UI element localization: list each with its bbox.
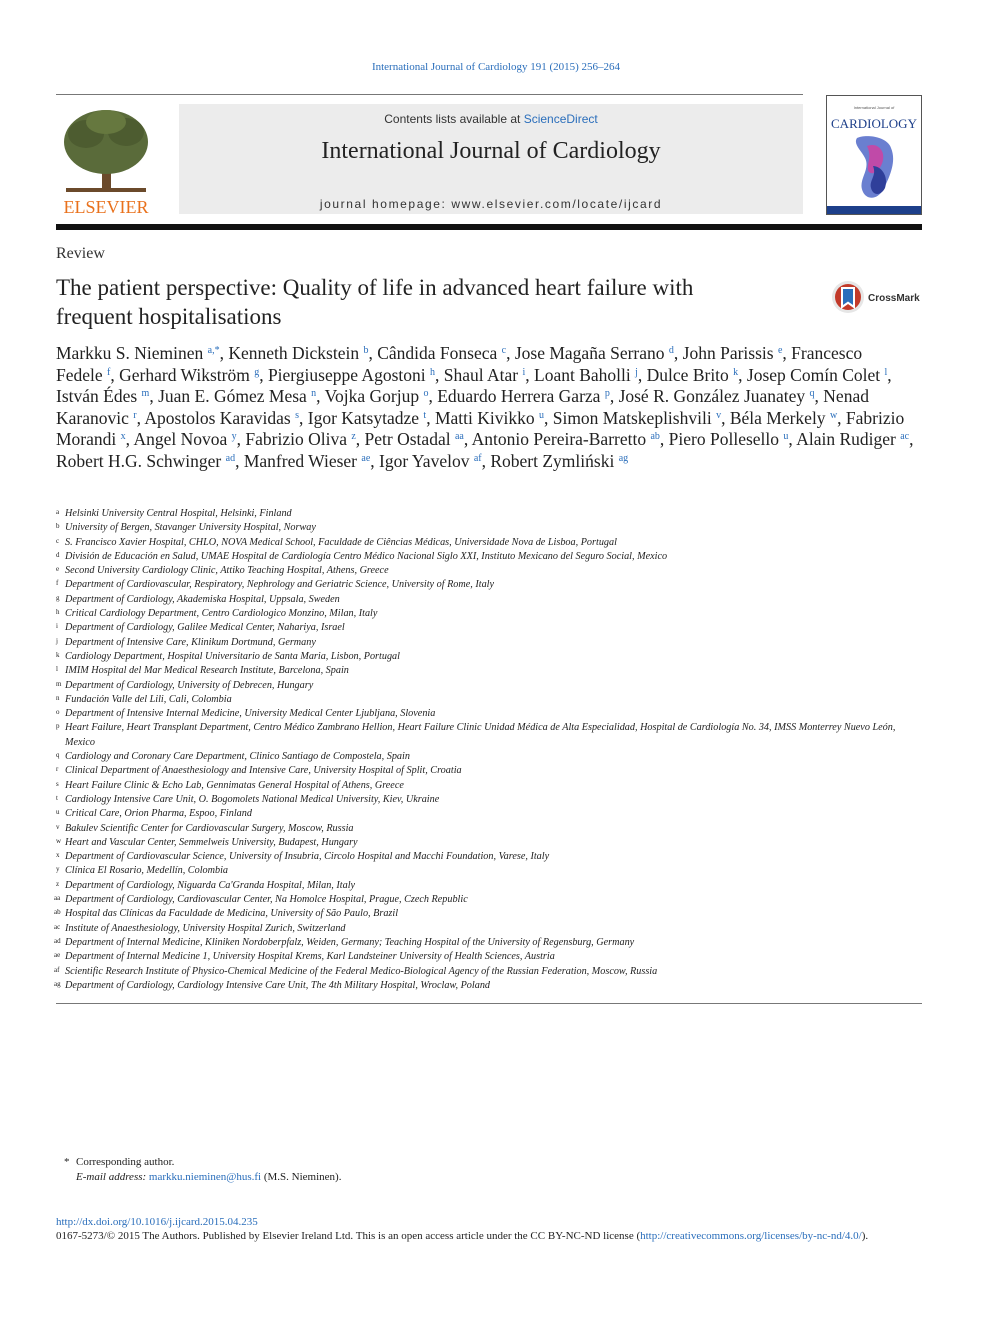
author-affiliation-ref[interactable]: i	[522, 366, 526, 378]
affiliation-item	[56, 536, 922, 550]
author-name: Alain Rudiger	[796, 429, 896, 450]
affiliation-key: k	[56, 650, 60, 659]
affiliation-item	[56, 922, 922, 936]
affiliation-key: g	[56, 593, 60, 602]
author	[472, 429, 660, 449]
affiliation-key: h	[56, 608, 60, 617]
email-line	[76, 1170, 341, 1185]
author-affiliation-ref[interactable]: m	[141, 388, 150, 400]
header-rule	[56, 94, 803, 95]
affiliation-text: Cardiology Department, Hospital Universitario de Santa Maria, Lisbon, Portugal	[65, 650, 400, 662]
affiliation-key: l	[56, 665, 58, 674]
author-affiliation-ref[interactable]: j	[635, 366, 638, 378]
affiliation-text: Department of Cardiovascular, Respiratory, Nephrology and Geriatric Science, University of Rome, Italy	[65, 579, 495, 591]
author-name: Piergiuseppe Agostoni	[267, 364, 426, 385]
affiliation-text: IMIM Hospital del Mar Medical Research Institute, Barcelona, Spain	[65, 665, 349, 677]
crossmark-label: CrossMark	[868, 293, 920, 304]
affiliation-item	[56, 850, 922, 864]
affiliation-text: Bakulev Scientific Center for Cardiovascular Surgery, Moscow, Russia	[65, 822, 354, 834]
author-name: Manfred Wieser	[243, 450, 358, 471]
journal-banner	[179, 104, 803, 214]
author-affiliation-ref[interactable]: q	[809, 388, 815, 400]
author-affiliation-ref[interactable]: o	[423, 388, 429, 400]
affiliation-key: j	[56, 636, 58, 645]
affiliation-text: Critical Care, Orion Pharma, Espoo, Finland	[65, 808, 252, 820]
author-affiliation-ref[interactable]: h	[429, 366, 435, 378]
affiliation-key: o	[56, 708, 60, 717]
affiliation-text: Clínica El Rosario, Medellín, Colombia	[65, 865, 228, 877]
affiliation-text: Scientific Research Institute of Physico-Chemical Medicine of the Federal Medico-Biological Agency of the Russian Federation, Moscow, Russia	[65, 965, 658, 977]
author-affiliation-ref[interactable]: l	[884, 366, 888, 378]
affiliation-item	[56, 893, 922, 907]
affiliation-text: Department of Cardiology, University of Debrecen, Hungary	[65, 679, 314, 691]
author-name: José R. González Juanatey	[618, 386, 806, 407]
author-affiliation-ref[interactable]: z	[351, 431, 356, 443]
author-affiliation-ref[interactable]: g	[254, 366, 260, 378]
affiliation-text: Department of Cardiology, Akademiska Hospital, Uppsala, Sweden	[65, 593, 340, 605]
affiliation-key: af	[54, 965, 60, 974]
affiliation-item	[56, 593, 922, 607]
affiliation-text: Cardiology Intensive Care Unit, O. Bogomolets National Medical University, Kiev, Ukraine	[65, 793, 440, 805]
affiliation-item	[56, 807, 922, 821]
author-name: Béla Merkely	[729, 407, 826, 428]
affiliation-text: Clinical Department of Anaesthesiology and Intensive Care, University Hospital of Split, Croatia	[65, 765, 462, 777]
author-affiliation-ref[interactable]: y	[231, 431, 237, 443]
author-name: Cândida Fonseca	[377, 343, 498, 363]
author	[534, 365, 638, 385]
affiliation-key: f	[56, 579, 59, 588]
author-affiliation-ref[interactable]: a,*	[207, 345, 220, 356]
affiliation-key: ab	[54, 908, 61, 917]
author-name: Jose Magaña Serrano	[514, 343, 665, 363]
author-affiliation-ref[interactable]: e	[777, 345, 783, 356]
elsevier-tree-logo	[56, 104, 156, 216]
author	[325, 386, 429, 406]
author-name: Igor Katsytadze	[307, 407, 420, 428]
affiliation-key: x	[56, 851, 60, 860]
affiliation-key: ae	[54, 951, 61, 960]
affiliation-key: p	[56, 722, 60, 731]
author	[683, 343, 783, 363]
affiliation-key: e	[56, 565, 60, 574]
author-affiliation-ref[interactable]: ac	[900, 431, 910, 443]
cover-title: CARDIOLOGY	[831, 116, 917, 131]
affiliation-text: Department of Cardiology, Cardiovascular Center, Na Homolce Hospital, Prague, Czech Republic	[65, 894, 468, 906]
cover-subtitle: International Journal of	[853, 105, 895, 110]
author-affiliation-ref[interactable]: ag	[618, 452, 629, 464]
affiliation-item	[56, 636, 922, 650]
affiliation-text: Department of Cardiology, Galilee Medical Center, Nahariya, Israel	[65, 622, 345, 634]
author-name: Vojka Gorjup	[324, 386, 420, 407]
author-name: Robert H.G. Schwinger	[56, 450, 222, 471]
author-affiliation-ref[interactable]: v	[716, 409, 722, 421]
affiliation-key: aa	[54, 894, 61, 903]
affiliation-text: Heart and Vascular Center, Semmelweis University, Budapest, Hungary	[65, 836, 358, 848]
affiliation-item	[56, 965, 922, 979]
affiliation-text: Department of Internal Medicine, Kliniken Nordoberpfalz, Weiden, Germany; Teaching Hospital of the University of Regensburg, Germany	[65, 936, 635, 948]
affiliation-text: Critical Cardiology Department, Centro Cardiologico Monzino, Milan, Italy	[65, 608, 378, 620]
author-name: Eduardo Herrera Garza	[437, 386, 601, 407]
affiliation-key: a	[56, 508, 60, 516]
affiliation-key: ag	[54, 979, 61, 988]
contents-availability	[179, 112, 803, 126]
affiliation-key: m	[56, 679, 62, 688]
article-section: Review	[56, 245, 105, 262]
author-name: Shaul Atar	[443, 364, 519, 385]
author	[244, 451, 370, 471]
author-affiliation-ref[interactable]: p	[604, 388, 610, 400]
author-email-link[interactable]: markku.nieminen@hus.fi	[148, 1171, 262, 1183]
affiliation-item	[56, 721, 922, 750]
affiliation-item	[56, 679, 922, 693]
author	[56, 451, 235, 471]
license-suffix: ).	[861, 1230, 869, 1242]
author	[647, 365, 739, 385]
affiliation-item	[56, 936, 922, 950]
article-title-line-2: frequent hospitalisations	[56, 304, 282, 329]
author-name: Piero Pollesello	[668, 429, 780, 450]
author-affiliation-ref[interactable]: s	[295, 409, 299, 421]
author-name: Petr Ostadal	[364, 429, 451, 450]
affiliation-text: Department of Cardiology, Cardiology Intensive Care Unit, The 4th Military Hospital, Wroclaw, Poland	[65, 979, 491, 991]
author-name: Simon Matskeplishvili	[552, 407, 712, 428]
affiliation-text: Second University Cardiology Clinic, Attiko Teaching Hospital, Athens, Greece	[65, 565, 389, 577]
affiliation-text: S. Francisco Xavier Hospital, CHLO, NOVA Medical School, Faculdade de Ciências Médicas, Universidade Nova de Lisboa, Portugal	[65, 536, 617, 548]
author	[796, 429, 909, 449]
author	[553, 408, 721, 428]
author	[747, 365, 887, 385]
affiliation-item	[56, 521, 922, 535]
affiliation-key: z	[56, 879, 60, 888]
author-name: Matti Kivikko	[434, 407, 535, 428]
affiliation-key: n	[56, 693, 60, 702]
article-title-line-1: The patient perspective: Quality of life in advanced heart failure with	[56, 275, 694, 300]
author-affiliation-ref[interactable]: t	[423, 409, 427, 421]
affiliation-item	[56, 764, 922, 778]
author	[133, 429, 236, 449]
author-affiliation-ref[interactable]: k	[733, 366, 739, 378]
header-thick-rule	[56, 224, 922, 230]
affiliation-key: v	[56, 822, 60, 831]
author	[444, 365, 526, 385]
author-name: Nenad Karanovic	[56, 386, 869, 428]
email-suffix: (M.S. Nieminen).	[263, 1171, 342, 1183]
author-name: Antonio Pereira-Barretto	[471, 429, 647, 450]
affiliation-item	[56, 822, 922, 836]
affiliation-key: i	[56, 622, 58, 631]
affiliation-key: ad	[54, 936, 61, 945]
author-affiliation-ref[interactable]: c	[501, 345, 507, 356]
license-prefix: 0167-5273/© 2015 The Authors. Published by Elsevier Ireland Ltd. This is an open access article under the CC BY-NC-ND license (	[56, 1230, 641, 1242]
author-name: Loant Baholli	[534, 364, 631, 385]
author-name: Igor Yavelov	[379, 450, 470, 471]
footnote-star: *	[64, 1156, 70, 1168]
contents-prefix: Contents lists available at	[384, 112, 521, 126]
affiliation-key: c	[56, 536, 60, 545]
affiliation-text: Cardiology and Coronary Care Department, Clinico Santiago de Compostela, Spain	[65, 751, 410, 763]
author-affiliation-ref[interactable]: ad	[225, 452, 236, 464]
author	[669, 429, 789, 449]
author-name: Kenneth Dickstein	[228, 343, 360, 363]
author-name: Markku S. Nieminen	[56, 343, 204, 363]
author	[435, 408, 544, 428]
affiliation-list	[56, 507, 922, 993]
author	[245, 429, 355, 449]
author	[490, 451, 628, 471]
affiliation-item	[56, 750, 922, 764]
affiliation-item	[56, 836, 922, 850]
affiliation-item	[56, 607, 922, 621]
author	[56, 343, 220, 363]
affiliation-item	[56, 793, 922, 807]
author-name: Fabrizio Oliva	[245, 429, 347, 450]
doi-link[interactable]: http://dx.doi.org/10.1016/j.ijcard.2015.04.235	[56, 1216, 258, 1228]
author	[119, 365, 259, 385]
author	[56, 386, 149, 406]
author-name: István Édes	[56, 386, 138, 407]
affiliation-text: Heart Failure, Heart Transplant Department, Centro Médico Zambrano Hellion, Heart Failure Clinic Unidad Médica de Alta Especialidad, Hospital de Cardiología No. 34, IMSS Monterrey Nuevo León, Mexico	[65, 722, 896, 748]
author	[308, 408, 426, 428]
elsevier-wordmark: ELSEVIER	[63, 197, 149, 216]
author	[515, 343, 674, 363]
author-affiliation-ref[interactable]: u	[538, 409, 544, 421]
author-affiliation-ref[interactable]: b	[363, 345, 369, 356]
affiliation-item	[56, 907, 922, 921]
affiliation-text: Heart Failure Clinic & Echo Lab, Gennimatas General Hospital of Athens, Greece	[65, 779, 404, 791]
affiliation-item	[56, 564, 922, 578]
affiliation-key: s	[56, 779, 59, 788]
author-name: Fabrizio Morandi	[56, 407, 905, 450]
author-affiliation-ref[interactable]: aa	[454, 431, 464, 443]
author-affiliation-ref[interactable]: w	[829, 409, 838, 421]
journal-title: International Journal of Cardiology	[321, 138, 661, 164]
license-link[interactable]: http://creativecommons.org/licenses/by-nc-nd/4.0/	[640, 1230, 862, 1242]
affiliation-text: Department of Cardiology, Niguarda Ca'Granda Hospital, Milan, Italy	[65, 879, 356, 891]
affiliation-text: Department of Internal Medicine 1, University Hospital Krems, Karl Landsteiner University of Health Sciences, Austria	[65, 951, 555, 963]
author-name: Robert Zymliński	[490, 450, 615, 471]
author-affiliation-ref[interactable]: ab	[650, 431, 660, 443]
affiliation-key: q	[56, 751, 60, 760]
author-affiliation-ref[interactable]: af	[473, 452, 482, 464]
author	[228, 343, 368, 363]
author	[730, 408, 837, 428]
author-name: Josep Comín Colet	[746, 364, 881, 385]
author-name: John Parissis	[682, 343, 774, 363]
sciencedirect-link[interactable]: ScienceDirect	[523, 112, 598, 126]
author-affiliation-ref[interactable]: r	[133, 409, 137, 421]
affiliation-key: y	[56, 865, 60, 874]
author-list: Markku S. Nieminen $^{a,*}$, Kenneth Dickstein $^b$, Cândida Fonseca $^c$, Jose Magaña Serrano $^d$, John Parissis $^e$, Francesco Fedele $^f$, Gerhard Wikström $^g$, Piergiuseppe Agostoni $^h$, Shaul Atar $^i$, Loant Baholli $^j$, Dulce Brito $^k$, Josep Comín Colet $^l$, István Édes $^m$, Juan E. Gómez Mesa $^n$, Vojka Gorjup $^o$, Eduardo Herrera Garza $^p$, José R. González Juanatey $^q$, Nenad Karanovic $^r$, Apostolos Karavidas $^s$, Igor Katsytadze $^t$, Matti Kivikko $^u$, Simon Matskeplishvili $^v$, Béla Merkely $^w$, Fabrizio Morandi $^x$, Angel Novoa $^y$, Fabrizio Oliva $^z$, Petr Ostadal $^{aa}$, Antonio Pereira-Barretto $^{ab}$, Piero Pollesello $^u$, Alain Rudiger $^{ac}$, Robert H.G. Schwinger $^{ad}$, Manfred Wieser $^{ae}$, Igor Yavelov $^{af}$, Robert Zymliński $^{ag}$	[56, 343, 914, 471]
affiliation-item	[56, 879, 922, 893]
affiliation-key: u	[56, 808, 60, 817]
affiliation-text: Department of Cardiovascular Science, University of Insubria, Circolo Hospital and Macchi Foundation, Varese, Italy	[65, 851, 550, 863]
affiliation-key: ac	[54, 922, 61, 931]
affiliation-key: b	[56, 522, 60, 531]
author-affiliation-ref[interactable]: ae	[361, 452, 371, 464]
author	[268, 365, 435, 385]
author-affiliation-ref[interactable]: f	[107, 366, 111, 378]
affiliation-item	[56, 664, 922, 678]
journal-homepage[interactable]: journal homepage: www.elsevier.com/locate/ijcard	[319, 197, 663, 211]
author	[379, 451, 482, 471]
affiliation-text: University of Bergen, Stavanger University Hospital, Norway	[65, 522, 316, 534]
email-label: E-mail address:	[76, 1171, 147, 1183]
affiliation-text: Department of Intensive Internal Medicine, University Medical Center Ljubljana, Slovenia	[65, 708, 436, 720]
affiliation-item	[56, 507, 922, 521]
affiliation-item	[56, 979, 922, 993]
author-affiliation-ref[interactable]: n	[311, 388, 317, 400]
affiliation-text: Fundación Valle del Lili, Cali, Colombia	[65, 693, 232, 705]
author-affiliation-ref[interactable]: x	[120, 431, 126, 443]
article-title	[56, 273, 796, 331]
author	[144, 408, 299, 428]
affiliation-item	[56, 950, 922, 964]
affiliation-key: w	[56, 836, 62, 845]
affiliation-text: Institute of Anaesthesiology, University Hospital Zurich, Switzerland	[65, 922, 346, 934]
affiliation-item	[56, 650, 922, 664]
affiliation-text: Department of Intensive Care, Klinikum Dortmund, Germany	[65, 636, 316, 648]
journal-citation[interactable]: International Journal of Cardiology 191 (2015) 256–264	[371, 61, 621, 73]
affiliation-item	[56, 693, 922, 707]
affiliation-item	[56, 578, 922, 592]
affiliation-item	[56, 550, 922, 564]
author-name: Francesco Fedele	[56, 343, 863, 385]
author	[619, 386, 815, 406]
author-name: Gerhard Wikström	[119, 364, 250, 385]
affiliation-text: División de Educación en Salud, UMAE Hospital de Cardiología Centro Médico Nacional Siglo XXI, Instituto Mexicano del Seguro Social, Mexico	[65, 550, 668, 562]
author-name: Dulce Brito	[646, 364, 729, 385]
affiliation-item	[56, 707, 922, 721]
author-name: Apostolos Karavidas	[144, 407, 291, 428]
affiliation-key: d	[56, 550, 60, 559]
affiliation-item	[56, 864, 922, 878]
affiliation-divider	[56, 1003, 922, 1004]
journal-cover[interactable]	[826, 95, 922, 215]
affiliation-item	[56, 621, 922, 635]
author	[437, 386, 610, 406]
corresponding-author-label: Corresponding author.	[76, 1156, 175, 1168]
affiliation-text: Hospital das Clínicas da Faculdade de Medicina, University of São Paulo, Brazil	[65, 908, 399, 920]
author-affiliation-ref[interactable]: u	[783, 431, 789, 443]
affiliation-key: r	[56, 765, 59, 774]
affiliation-text: Helsinki University Central Hospital, Helsinki, Finland	[65, 508, 292, 519]
author	[377, 343, 506, 363]
affiliation-item	[56, 779, 922, 793]
author	[365, 429, 464, 449]
author-affiliation-ref[interactable]: d	[668, 345, 674, 356]
cover-artwork	[827, 96, 921, 214]
author-name: Juan E. Gómez Mesa	[158, 386, 307, 407]
affiliation-key: t	[56, 793, 58, 802]
crossmark-badge[interactable]	[831, 279, 931, 317]
author-name: Angel Novoa	[133, 429, 228, 450]
license-statement	[56, 1230, 868, 1242]
author	[158, 386, 316, 406]
